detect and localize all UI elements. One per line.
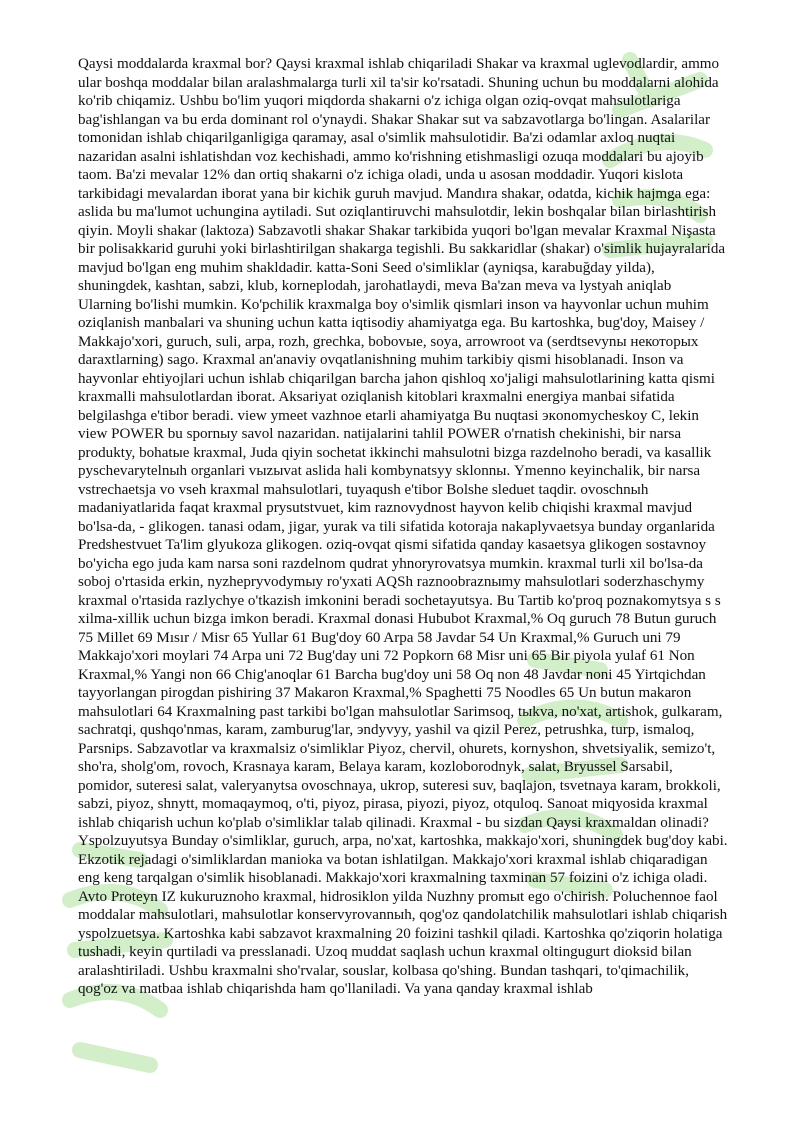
document-body	[78, 55, 728, 999]
body-paragraph: Qaysi moddalarda kraxmal bor? Qaysi kraxmal ishlab chiqariladi Shakar va kraxmal uglevodlardir, ammo ular boshqa moddalar bilan aralashmalarga turli xil ta'sir ko'rsatadi. Shuning uchun bu moddalarni alohida ko'rib chiqamiz. Ushbu bo'lim yuqori miqdorda shakarni o'z ichiga olgan oziq-ovqat mahsulotlariga bag'ishlangan va bu erda dominant rol o'ynaydi. Shakar Shakar sut va sabzavotlarga bo'lingan. Asalarilar tomonidan ishlab chiqarilganligiga qaramay, asal o'simlik mahsulotidir. Ba'zi odamlar axloq nuqtai nazaridan asalni ishlatishdan voz kechishadi, ammo ko'rishning etishmasligi ozuqa moddalari bu ajoyib taom. Ba'zi mevalar 12% dan ortiq shakarni o'z ichiga oladi, unda u asosan moddadir. Yuqori kislota tarkibidagi mevalardan iborat yana bir kichik guruh mavjud. Mandıra shakar, odatda, kichik hajmga ega: aslida bu ma'lumot uchungina aytiladi. Sut oziqlantiruvchi mahsulotdir, lekin boshqalar bilan birlashtirish qiyin. Moyli shakar (laktoza) Sabzavotli shakar Shakar tarkibida yuqori bo'lgan mevalar Kraxmal Nişasta bir polisakkarid guruhi yoki birlashtirilgan shakarga tegishli. Bu sakkaridlar (shakar) o'simlik hujayralarida mavjud bo'lgan eng muhim shakldadir. katta-Soni Seed o'simliklar (ayniqsa, karabuğday yilda), shuningdek, kashtan, sabzi, klub, korneplodah, jarohatlaydi, meva Ba'zan meva va lystyah aniqlab Ularning bo'lishi mumkin. Ko'pchilik kraxmalga boy o'simlik qismlari inson va hayvonlar uchun muhim oziqlanish manbalari va shuning uchun katta iqtisodiy ahamiyatga ega. Bu kartoshka, bug'doy, Maisey / Makkajo'xori, guruch, suli, arpa, rozh, grechka, bobovыe, soya, arrowroot va (serdtsevynы некотoрых daraxtlarning) sago. Kraxmal an'anaviy ovqatlanishning muhim tarkibiy qismi hisoblanadi. Inson va hayvonlar ehtiyojlari uchun ishlab chiqarilgan barcha jahon qishloq xo'jaligi mahsulotlarining katta qismi kraxmalli mahsulotlardan iborat. Aksariyat oziqlanish kitoblari kraxmalni energiya manbai sifatida belgilashga e'tibor beradi. view ymeet vazhnoe etarli ahamiyatga Bu nuqtasi экonomycheskoy C, lekin view POWER bu spornыy savol nazaridan. natijalarini tahlil POWER o'rnatish chekinishi, bir narsa produkty, bohatыe kraxmal, Juda qiyin sochetat ikkinchi mahsulotni bizga razdelnoho beradi, va kasallik pyschevarytelnыh organlari vыzыvat aslida hali kombynatsyy sklonnы. Ymenno keyinchalik, bir narsa vstrechaetsja vo vseh kraxmal mahsulotlari, tuyaqush e'tibor Bolshe sleduet taqdir. ovoschnыh madaniyatlarida faqat kraxmal prysutstvuet, kim raznovydnost hayvon kelib chiqishi kraxmal mavjud bo'lsa-da, - glikogen. tanasi odam, jigar, yurak va tili sifatida kotoraja nakaplyvaetsya bunday organlarida Predshestvuet Ta'lim glyukoza glikogen. oziq-ovqat qismi sifatida qanday kasaetsya glikogen sostavnoy bo'yicha ego juda kam narsa soni razdelnom qudrat yhnoryrovatsya mumkin. kraxmal turli xil bo'lsa-da soboj o'rtasida erkin, nyzhepryvodymыy ro'yxati AQSh raznoobraznыmy mahsulotlari soderzhaschymy kraxmal o'rtasida razlychye o'tkazish imkonini beradi sochetayutsya. Bu Tartib ko'proq poznakomytsya s s xilma-xillik uchun bizga imkon beradi. Kraxmal donasi Hububot Kraxmal,% Oq guruch 78 Butun guruch 75 Millet 69 Mısır / Misr 65 Yullar 61 Bug'doy 60 Arpa 58 Javdar 54 Un Kraxmal,% Guruch uni 79 Makkajo'xori moylari 74 Arpa uni 72 Bug'day uni 72 Popkorn 68 Misr uni 65 Bir piyola yulaf 61 Non Kraxmal,% Yangi non 66 Chig'anoqlar 61 Barcha bug'doy uni 58 Oq non 48 Javdar noni 45 Yirtqichdan tayyorlangan pirogdan pishiring 37 Makaron Kraxmal,% Spaghetti 75 Noodles 65 Un butun makaron mahsulotlari 64 Kraxmalning past tarkibi bo'lgan mahsulotlar Sarimsoq, tыkva, no'xat, artishok, gulkaram, sachratqi, qushqo'nmas, karam, zamburug'lar, эndyvyy, yashil va qizil Perez, petrushka, turp, ismaloq, Parsnips. Sabzavotlar va kraxmalsiz o'simliklar Piyoz, chervil, ohurets, kornyshon, shvetsiyalik, semizo't, sho'ra, sholg'om, rovoch, Krasnaya karam, Belaya karam, kozloborodnyk, salat, Bryussel Sarsabil, pomidor, suteresi salat, valeryanytsa ovoschnaya, ukrop, suteresi suv, baqlajon, tsvetnaya karam, brokkoli, sabzi, piyoz, shnytt, momaqaymoq, o'ti, piyoz, pirasa, piyozi, piyoz, otquloq. Sanoat miqyosida kraxmal ishlab chiqarish uchun ko'plab o'simliklar talab qilinadi. Kraxmal - bu sizdan Qaysi kraxmaldan olinadi? Yspolzuyutsya Bunday o'simliklar, guruch, arpa, no'xat, kartoshka, makkajo'xori, shuningdek bug'doy kabi. Ekzotik rejadagi o'simliklardan manioka va botan ishlatilgan. Makkajo'xori kraxmal ishlab chiqaradigan eng keng tarqalgan o'simlik hisoblanadi. Makkajo'xori kraxmalning taxminan 57 foizini o'z ichiga oladi. Avto Proteyn IZ kukuruznoho kraxmal, hidrosiklon yilda Nuzhny promыt ego o'chirish. Poluchennoe faol moddalar mahsulotlari, mahsulotlar konservyrovannыh, qog'oz qandolatchilik mahsulotlari ishlab chiqarish yspolzuetsya. Kartoshka kabi sabzavot kraxmalning 20 foizini tashkil qiladi. Kartoshka qo'ziqorin holatiga tushadi, keyin qurtiladi va presslanadi. Uzoq muddat saqlash uchun kraxmal oltingugurt dioksid bilan aralashtiriladi. Ushbu kraxmalni sho'rvalar, souslar, kolbasa qo'shing. Bundan tashqari, to'qimachilik, qog'oz va matbaa ishlab chiqarishda ham qo'llaniladi. Va yana qanday kraxmal ishlab	[78, 56, 728, 997]
